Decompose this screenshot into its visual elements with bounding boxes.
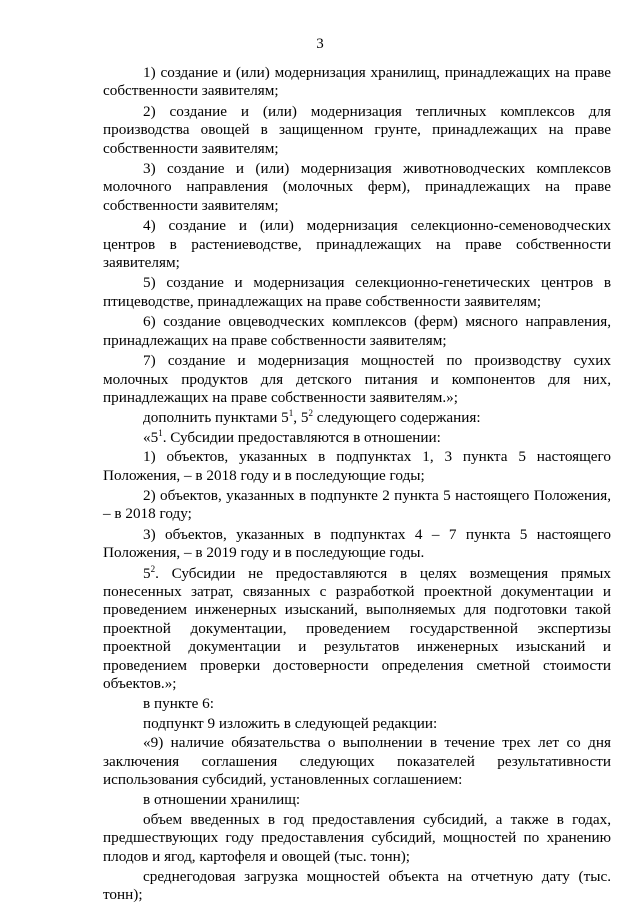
point-5-1-heading [103, 429, 611, 447]
point-5-1-item-2: 2) объектов, указанных в подпункте 2 пункта 5 настоящего Положения, – в 2018 году; [103, 486, 611, 523]
point-5-2-paragraph [103, 565, 611, 694]
point-5-2-text: . Субсидии не предоставляются в целях возмещения прямых понесенных затрат, связанных с разработкой проектной документации и проведением инженерных изысканий, выполняемых для подготовки такой проектной документации, проведением государственной экспертизы проектной документации и результатов инженерных изысканий и проведением проверки достоверности определения сметной стоимости объектов.»; [103, 564, 611, 692]
point-5-1-text: . Субсидии предоставляются в отношении: [162, 428, 441, 446]
superscript: 1 [288, 408, 294, 419]
paragraph-item-7: 7) создание и модернизация мощностей по производству сухих молочных продуктов для детского питания и компонентов для них, принадлежащих на праве собственности заявителям.»; [103, 352, 611, 406]
tail-paragraph-2: подпункт 9 изложить в следующей редакции: [143, 714, 438, 732]
add-points-paragraph [103, 409, 611, 427]
paragraph-item-3: 3) создание и (или) модернизация животноводческих комплексов молочного направления (молочных ферм), принадлежащих на праве собственности заявителям; [103, 160, 611, 214]
tail-paragraph-5: объем введенных в год предоставления субсидий, а также в годах, предшествующих году предоставления субсидий, мощностей по хранению плодов и ягод, картофеля и овощей (тыс. тонн); [103, 810, 611, 865]
point-5-1-item-1: 1) объектов, указанных в подпунктах 1, 3 пункта 5 настоящего Положения, – в 2018 году и в последующие годы; [103, 448, 611, 484]
superscript: 1 [158, 427, 163, 438]
add-points-text-1: дополнить пунктами 5 [143, 409, 289, 427]
tail-paragraph-4: в отношении хранилищ: [143, 791, 301, 809]
tail-paragraph-6: среднегодовая загрузка мощностей объекта на отчетную дату (тыс. тонн); [103, 868, 611, 904]
page-number: 3 [316, 36, 324, 52]
point-5-1-prefix: «5 [143, 428, 159, 446]
point-5-1-item-3: 3) объектов, указанных в подпунктах 4 – 7 пункта 5 настоящего Положения, – в 2019 году и в последующие годы. [103, 525, 611, 562]
document-body [103, 64, 611, 907]
superscript: 2 [308, 408, 313, 419]
add-points-text-2: , 5 [293, 409, 309, 427]
point-5-2-prefix: 5 [143, 564, 151, 582]
paragraph-item-6: 6) создание овцеводческих комплексов (ферм) мясного направления, принадлежащих на праве собственности заявителям; [103, 313, 611, 349]
paragraph-item-1: 1) создание и (или) модернизация хранилищ, принадлежащих на праве собственности заявителям; [103, 64, 611, 100]
superscript: 2 [150, 563, 156, 574]
paragraph-item-5: 5) создание и модернизация селекционно-генетических центров в птицеводстве, принадлежащих на праве собственности заявителям; [103, 274, 611, 310]
add-points-text-3: следующего содержания: [312, 409, 481, 427]
tail-paragraph-1: в пункте 6: [143, 695, 214, 713]
paragraph-item-4: 4) создание и (или) модернизация селекционно-семеноводческих центров в растениеводстве, принадлежащих на праве собственности заявителям; [103, 217, 611, 272]
tail-paragraph-3: «9) наличие обязательства о выполнении в течение трех лет со дня заключения соглашения следующих показателей результативности использования субсидий, установленных соглашением: [103, 734, 611, 789]
paragraph-item-2: 2) создание и (или) модернизация тепличных комплексов для производства овощей в защищенном грунте, принадлежащих на праве собственности заявителям; [103, 102, 611, 157]
